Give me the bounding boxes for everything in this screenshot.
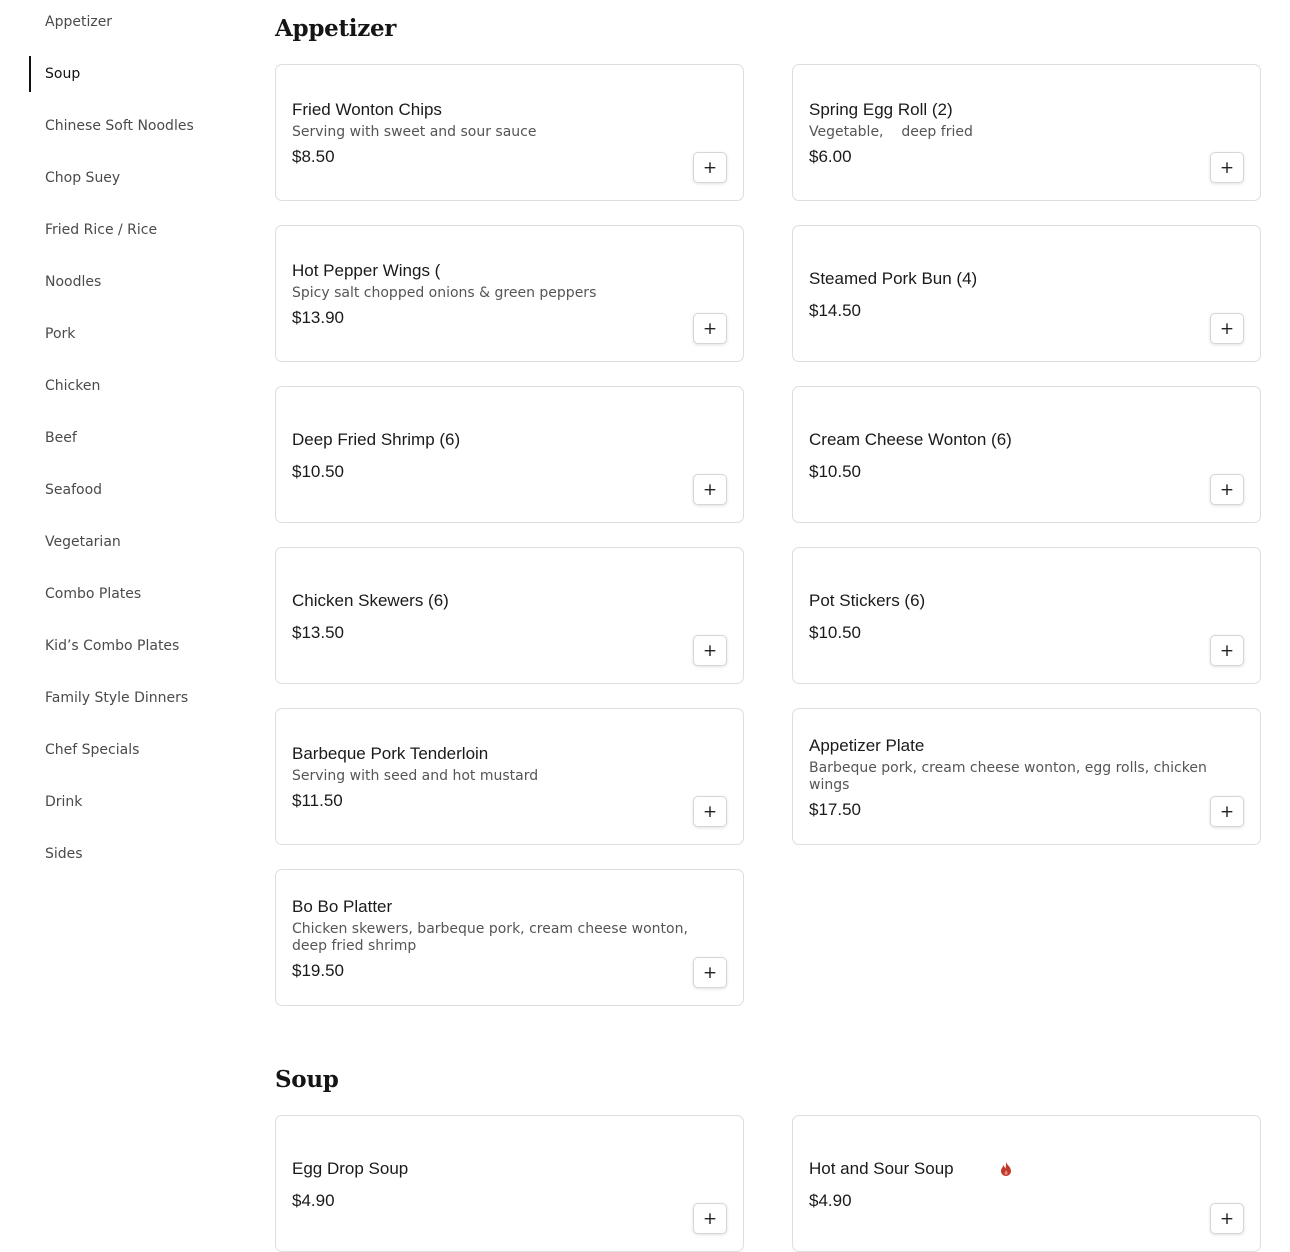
item-name: Barbeque Pork Tenderloin xyxy=(292,744,489,763)
add-to-cart-button[interactable]: + xyxy=(693,474,727,505)
item-description: Spicy salt chopped onions & green peppers xyxy=(292,285,597,301)
sidebar-item-chef-specials[interactable]: Chef Specials xyxy=(45,742,140,758)
menu-item-card[interactable] xyxy=(792,547,1261,684)
item-price: $4.90 xyxy=(292,1190,335,1210)
item-name: Steamed Pork Bun (4) xyxy=(809,268,978,288)
menu-item-card[interactable] xyxy=(792,225,1261,362)
add-to-cart-button[interactable]: + xyxy=(693,152,727,183)
sidebar-item-sides[interactable]: Sides xyxy=(45,846,83,862)
item-price: $13.90 xyxy=(292,308,344,327)
sidebar-item-fried-rice[interactable]: Fried Rice / Rice xyxy=(45,222,158,238)
item-name: Bo Bo Platter xyxy=(292,896,393,916)
item-description: Barbeque pork, cream cheese wonton, egg rolls, chicken wings xyxy=(809,759,1207,793)
menu-item-card[interactable] xyxy=(275,547,744,684)
menu-item-card[interactable] xyxy=(792,64,1261,201)
add-to-cart-button[interactable]: + xyxy=(693,1203,727,1234)
sidebar-item-vegetarian[interactable]: Vegetarian xyxy=(45,534,121,550)
menu-item-card[interactable] xyxy=(275,225,744,362)
item-price: $14.50 xyxy=(809,300,861,320)
item-price: $8.50 xyxy=(292,147,335,166)
item-description: Serving with seed and hot mustard xyxy=(292,768,539,784)
sidebar-item-pork[interactable]: Pork xyxy=(45,326,76,342)
item-price: $6.00 xyxy=(809,147,852,166)
active-category-indicator xyxy=(29,56,31,92)
item-description: Serving with sweet and sour sauce xyxy=(292,124,537,140)
item-name: Fried Wonton Chips xyxy=(292,100,442,119)
sidebar-item-appetizer[interactable]: Appetizer xyxy=(45,14,113,30)
item-price: $11.50 xyxy=(292,791,343,810)
item-description: Vegetable, deep fried xyxy=(809,124,973,140)
item-price: $10.50 xyxy=(809,461,861,481)
sidebar-item-family-style-dinners[interactable]: Family Style Dinners xyxy=(45,690,189,706)
add-to-cart-button[interactable]: + xyxy=(693,796,727,827)
add-to-cart-button[interactable]: + xyxy=(1210,796,1244,827)
item-price: $10.50 xyxy=(809,622,861,642)
add-to-cart-button[interactable]: + xyxy=(1210,152,1244,183)
sidebar-item-beef[interactable]: Beef xyxy=(45,430,77,446)
menu-item-card[interactable] xyxy=(275,869,744,1006)
menu-item-card[interactable] xyxy=(275,708,744,845)
sidebar-item-kids-combo-plates[interactable]: Kid’s Combo Plates xyxy=(45,638,180,654)
item-description: Chicken skewers, barbeque pork, cream cheese wonton, deep fried shrimp xyxy=(292,920,688,954)
sidebar-item-soup[interactable]: Soup xyxy=(45,66,81,82)
sidebar-item-chinese-soft-noodles[interactable]: Chinese Soft Noodles xyxy=(45,118,194,134)
add-to-cart-button[interactable]: + xyxy=(1210,635,1244,666)
menu-item-card[interactable] xyxy=(275,64,744,201)
menu-item-card[interactable] xyxy=(275,1115,744,1252)
item-name: Deep Fried Shrimp (6) xyxy=(292,429,461,449)
menu-item-card[interactable] xyxy=(792,386,1261,523)
item-name: Cream Cheese Wonton (6) xyxy=(809,429,1012,449)
item-name: Hot Pepper Wings ( xyxy=(292,261,441,280)
section-title-soup: Soup xyxy=(275,1066,339,1093)
sidebar-item-chop-suey[interactable]: Chop Suey xyxy=(45,170,121,186)
add-to-cart-button[interactable]: + xyxy=(1210,1203,1244,1234)
item-name: Egg Drop Soup xyxy=(292,1158,409,1178)
item-price: $13.50 xyxy=(292,622,344,642)
menu-item-card[interactable] xyxy=(792,1115,1261,1252)
item-name: Chicken Skewers (6) xyxy=(292,590,449,610)
menu-content xyxy=(275,0,1261,1229)
item-name-row xyxy=(809,1157,1210,1181)
sidebar-item-noodles[interactable]: Noodles xyxy=(45,274,102,290)
add-to-cart-button[interactable]: + xyxy=(693,957,727,988)
add-to-cart-button[interactable]: + xyxy=(1210,474,1244,505)
fire-icon xyxy=(1000,1162,1012,1176)
add-to-cart-button[interactable]: + xyxy=(693,635,727,666)
item-price: $17.50 xyxy=(809,799,861,819)
section-title-appetizer: Appetizer xyxy=(275,15,397,42)
add-to-cart-button[interactable]: + xyxy=(693,313,727,344)
menu-item-card[interactable] xyxy=(792,708,1261,845)
sidebar-item-drink[interactable]: Drink xyxy=(45,794,83,810)
add-to-cart-button[interactable]: + xyxy=(1210,313,1244,344)
item-name: Appetizer Plate xyxy=(809,735,925,755)
item-price: $19.50 xyxy=(292,960,344,980)
item-name: Hot and Sour Soup xyxy=(809,1158,954,1178)
sidebar-item-combo-plates[interactable]: Combo Plates xyxy=(45,586,142,602)
item-name: Spring Egg Roll (2) xyxy=(809,100,953,119)
sidebar-item-seafood[interactable]: Seafood xyxy=(45,482,103,498)
category-sidebar xyxy=(0,0,240,1199)
item-name: Pot Stickers (6) xyxy=(809,590,926,610)
sidebar-item-chicken[interactable]: Chicken xyxy=(45,378,101,394)
item-price: $4.90 xyxy=(809,1190,852,1210)
menu-item-card[interactable] xyxy=(275,386,744,523)
item-price: $10.50 xyxy=(292,461,344,481)
